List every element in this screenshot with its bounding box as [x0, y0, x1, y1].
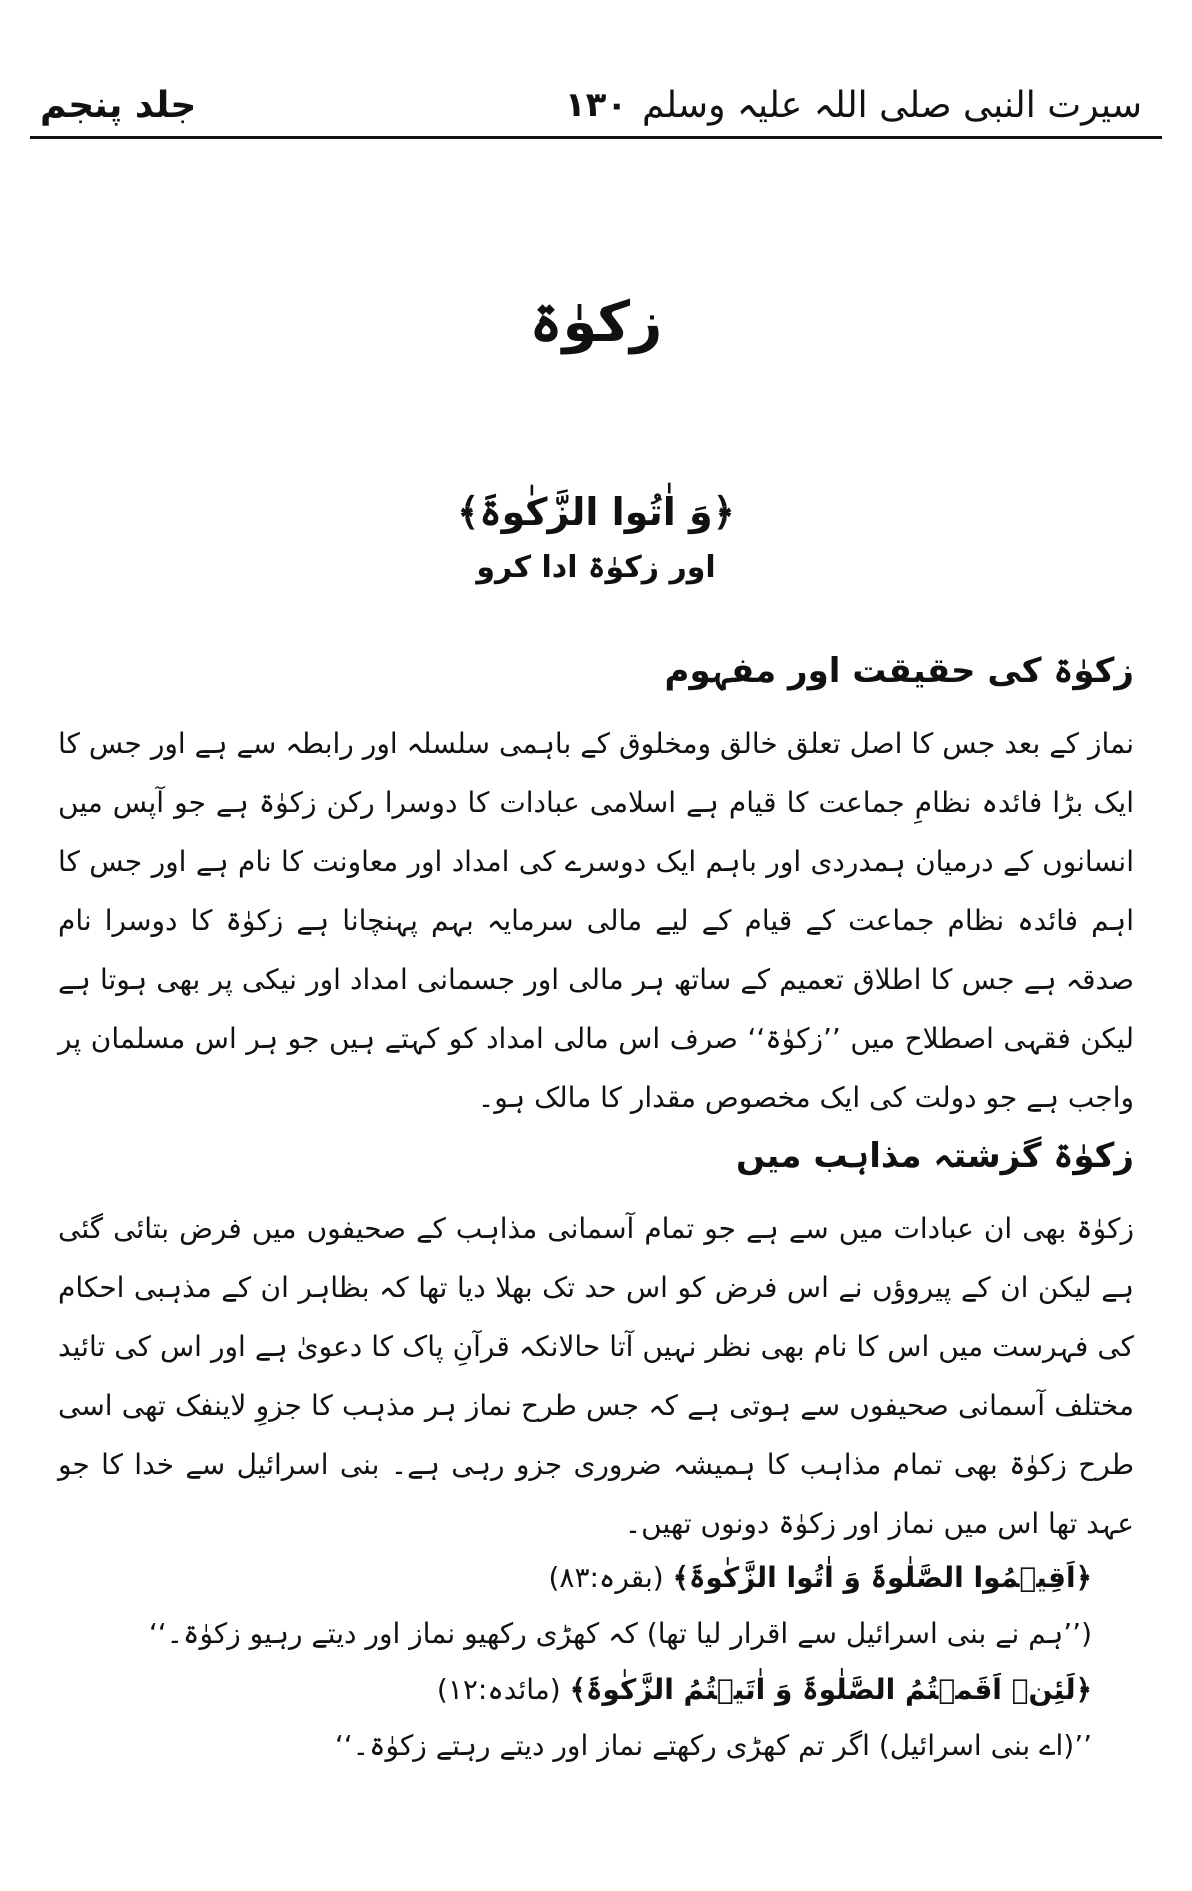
quotes-block	[100, 1550, 1092, 1774]
opening-verse: ﴿وَ اٰتُوا الزَّکٰوۃَ﴾	[457, 490, 735, 534]
quote-ayah-1	[100, 1550, 1092, 1606]
paragraph: نماز کے بعد جس کا اصل تعلق خالق ومخلوق کے باہمی سلسلہ اور رابطہ سے ہے اور جس کا ایک بڑا فائدہ نظامِ جماعت کا قیام ہے اسلامی عبادات کا دوسرا رکن زکوٰۃ ہے جو آپس میں انسانوں کے درمیان ہمدردی اور باہم ایک دوسرے کی امداد اور معاونت کا نام ہے اور جس کا اہم فائدہ نظام جماعت کے قیام کے لیے مالی سرمایہ بہم پہنچانا ہے زکوٰۃ کا دوسرا نام صدقہ ہے جس کا اطلاق تعمیم کے ساتھ ہر مالی اور جسمانی امداد اور نیکی پر بھی ہوتا ہے لیکن فقہی اصطلاح میں ’’زکوٰۃ‘‘ صرف اس مالی امداد کو کہتے ہیں جو ہر اس مسلمان پر واجب ہے جو دولت کی ایک مخصوص مقدار کا مالک ہو۔	[58, 727, 1134, 1114]
paragraph: زکوٰۃ بھی ان عبادات میں سے ہے جو تمام آسمانی مذاہب کے صحیفوں میں فرض بتائی گئی ہے لیکن ان کے پیروؤں نے اس فرض کو اس حد تک بھلا دیا تھا کہ بظاہر ان کے مذہبی احکام کی فہرست میں اس کا نام بھی نظر نہیں آتا حالانکہ قرآنِ پاک کا دعویٰ ہے اور اس کی تائید مختلف آسمانی صحیفوں سے ہوتی ہے کہ جس طرح نماز ہر مذہب کا جزوِ لاینفک تھی اسی طرح زکوٰۃ بھی تمام مذاہب کا ہمیشہ ضروری جزو رہی ہے۔ بنی اسرائیل سے خدا کا جو عہد تھا اس میں نماز اور زکوٰۃ دونوں تھیں۔	[58, 1212, 1135, 1540]
quote-translation-2: ’’(اے بنی اسرائیل) اگر تم کھڑی رکھتے نماز اور دیتے رہتے زکوٰۃ۔‘‘	[334, 1729, 1092, 1762]
volume-label: جلد پنجم	[40, 85, 197, 126]
ayah-text: ﴿لَئِنۡ اَقَمۡتُمُ الصَّلٰوۃَ وَ اٰتَیۡتُمُ الزَّکٰوۃَ﴾	[569, 1673, 1092, 1706]
header-divider	[30, 136, 1162, 139]
ayah-reference: (مائدہ:۱۲)	[436, 1673, 561, 1706]
section-meaning-body	[58, 714, 1134, 1127]
quote-translation-1: (’’ہم نے بنی اسرائیل سے اقرار لیا تھا) کہ کھڑی رکھیو نماز اور دیتے رہیو زکوٰۃ۔‘‘	[148, 1617, 1092, 1650]
section-previous-religions-body	[58, 1199, 1134, 1553]
page-number: ۱۳۰	[564, 85, 628, 125]
quote-ayah-2	[100, 1662, 1092, 1718]
section-heading-meaning: زکوٰۃ کی حقیقت اور مفہوم	[664, 651, 1134, 691]
ayah-text: ﴿اَقِیۡمُوا الصَّلٰوۃَ وَ اٰتُوا الزَّکٰوۃَ﴾	[672, 1561, 1092, 1594]
opening-verse-translation: اور زکوٰۃ ادا کرو	[476, 550, 716, 585]
ayah-reference: (بقرہ:۸۳)	[548, 1561, 664, 1594]
section-heading-previous-religions: زکوٰۃ گزشتہ مذاہب میں	[735, 1136, 1134, 1176]
chapter-title: زکوٰۃ	[529, 290, 663, 355]
book-title: سیرت النبی صلی اللہ علیہ وسلم	[642, 85, 1142, 126]
page-header	[30, 85, 1162, 133]
